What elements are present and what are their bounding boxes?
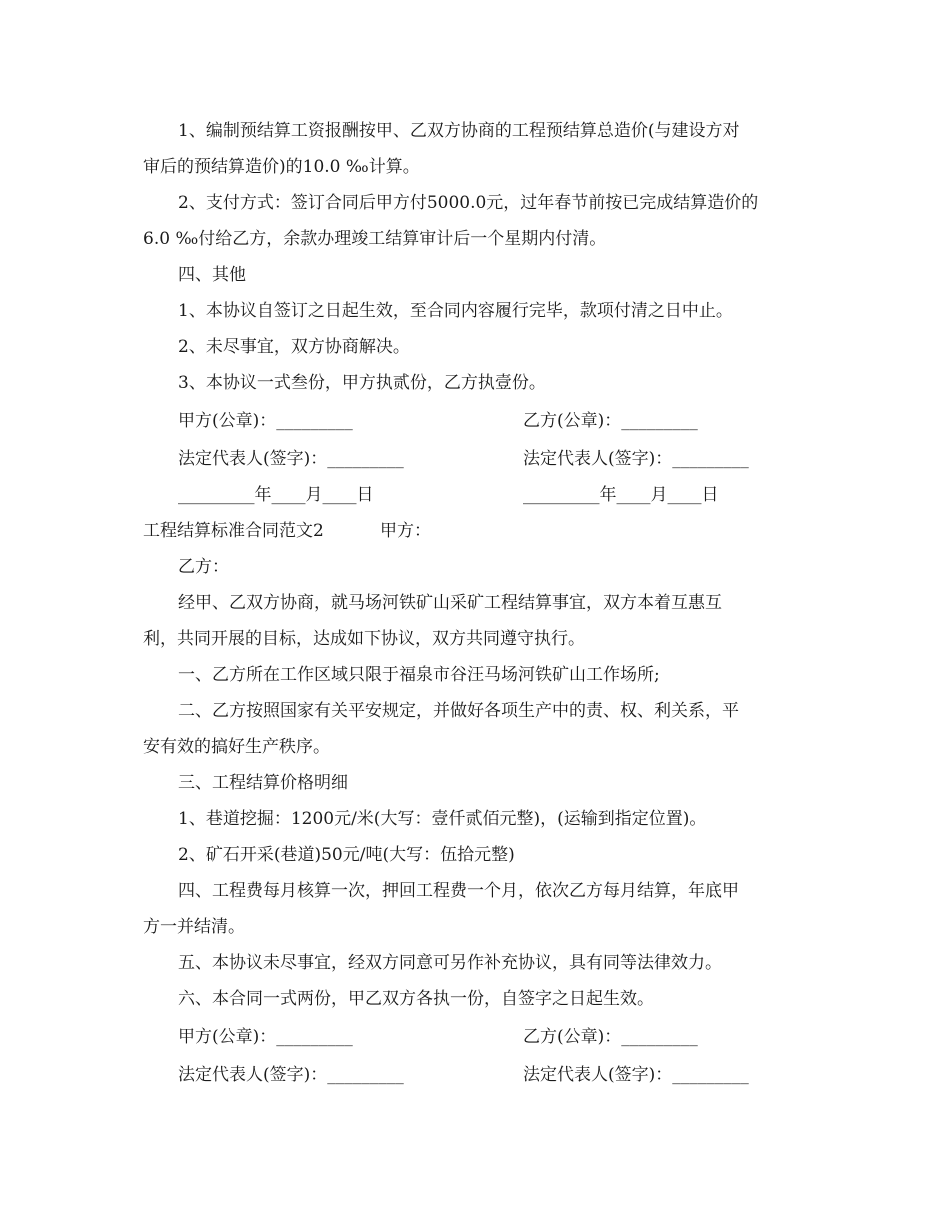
party-b-label: 乙方： <box>178 557 229 577</box>
party-b-representative-field: 法定代表人(签字)：_________ <box>523 449 749 469</box>
paragraph-line: 方一并结清。 <box>143 917 245 937</box>
party-a-date-field: _________年____月____日 <box>178 485 374 505</box>
paragraph-line: 经甲、乙双方协商，就马场河铁矿山采矿工程结算事宜，双方本着互惠互 <box>178 593 722 613</box>
paragraph-line: 四、工程费每月核算一次，押回工程费一个月，依次乙方每月结算，年底甲 <box>178 881 739 901</box>
paragraph-line: 1、本协议自签订之日起生效，至合同内容履行完毕，款项付清之日中止。 <box>178 301 733 321</box>
paragraph-line: 二、乙方按照国家有关平安规定，并做好各项生产中的责、权、利关系，平 <box>178 701 739 721</box>
party-b-seal-field: 乙方(公章)：_________ <box>523 411 698 431</box>
contract-party-a-label: 甲方： <box>380 521 431 541</box>
party-a-representative-field: 法定代表人(签字)：_________ <box>178 1065 404 1085</box>
party-b-date-field: _________年____月____日 <box>523 485 719 505</box>
paragraph-line: 1、巷道挖掘：1200元/米(大写：壹仟贰佰元整)，(运输到指定位置)。 <box>178 809 707 829</box>
paragraph-line: 一、乙方所在工作区域只限于福泉市谷汪马场河铁矿山工作场所; <box>178 665 660 685</box>
paragraph-line: 安有效的搞好生产秩序。 <box>143 737 330 757</box>
paragraph-line: 2、支付方式：签订合同后甲方付5000.0元，过年春节前按已完成结算造价的 <box>178 193 759 213</box>
party-b-representative-field: 法定代表人(签字)：_________ <box>523 1065 749 1085</box>
party-b-seal-field: 乙方(公章)：_________ <box>523 1027 698 1047</box>
paragraph-line: 3、本协议一式叁份，甲方执贰份，乙方执壹份。 <box>178 373 546 393</box>
paragraph-line: 五、本协议未尽事宜，经双方同意可另作补充协议，具有同等法律效力。 <box>178 953 722 973</box>
paragraph-line: 1、编制预结算工资报酬按甲、乙双方协商的工程预结算总造价(与建设方对 <box>178 121 740 141</box>
paragraph-line: 利，共同开展的目标，达成如下协议，双方共同遵守执行。 <box>143 629 585 649</box>
section-heading: 四、其他 <box>178 265 246 285</box>
paragraph-line: 6.0 ‰付给乙方，余款办理竣工结算审计后一个星期内付清。 <box>143 229 607 249</box>
party-a-seal-field: 甲方(公章)：_________ <box>178 411 353 431</box>
contract-title: 工程结算标准合同范文2 <box>143 521 324 541</box>
party-a-seal-field: 甲方(公章)：_________ <box>178 1027 353 1047</box>
paragraph-line: 审后的预结算造价)的10.0 ‰计算。 <box>143 157 420 177</box>
paragraph-line: 六、本合同一式两份，甲乙双方各执一份，自签字之日起生效。 <box>178 989 654 1009</box>
paragraph-line: 2、未尽事宜，双方协商解决。 <box>178 337 410 357</box>
section-heading: 三、工程结算价格明细 <box>178 773 348 793</box>
party-a-representative-field: 法定代表人(签字)：_________ <box>178 449 404 469</box>
paragraph-line: 2、矿石开采(巷道)50元/吨(大写：伍拾元整) <box>178 845 515 865</box>
